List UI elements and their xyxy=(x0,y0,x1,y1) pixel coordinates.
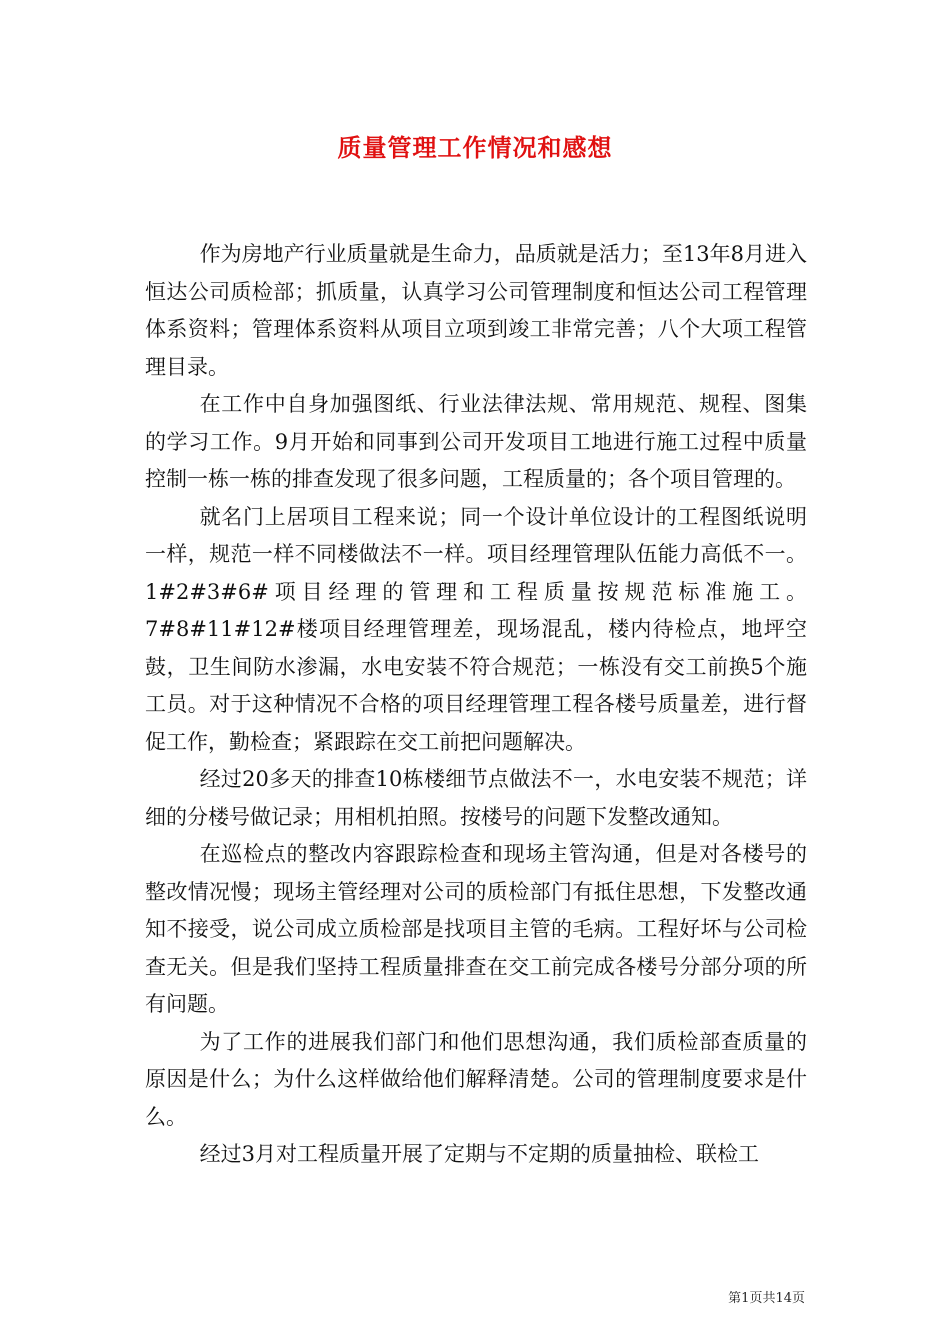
paragraph: 就名门上居项目工程来说；同一个设计单位设计的工程图纸说明一样，规范一样不同楼做法不一样。项目经理管理队伍能力高低不一。1#2#3#6#项目经理的管理和工程质量按规范标准施工。7#8#11#12#楼项目经理管理差，现场混乱，楼内待检点，地坪空鼓，卫生间防水渗漏，水电安装不符合规范；一栋没有交工前换5个施工员。对于这种情况不合格的项目经理管理工程各楼号质量差，进行督促工作，勤检查；紧跟踪在交工前把问题解决。 xyxy=(145,504,807,754)
paragraph: 作为房地产行业质量就是生命力，品质就是活力；至13年8月进入恒达公司质检部；抓质量，认真学习公司管理制度和恒达公司工程管理体系资料；管理体系资料从项目立项到竣工非常完善；八个大项工程管理目录。 xyxy=(145,242,807,379)
page-number-footer: 第1页共14页 xyxy=(728,1291,805,1306)
document-title: 质量管理工作情况和感想 xyxy=(337,133,613,162)
paragraph: 为了工作的进展我们部门和他们思想沟通，我们质检部查质量的原因是什么；为什么这样做给他们解释清楚。公司的管理制度要求是什么。 xyxy=(145,1029,807,1129)
paragraph: 经过3月对工程质量开展了定期与不定期的质量抽检、联检工 xyxy=(199,1142,759,1166)
paragraph: 在工作中自身加强图纸、行业法律法规、常用规范、规程、图集的学习工作。9月开始和同事到公司开发项目工地进行施工过程中质量控制一栋一栋的排查发现了很多问题，工程质量的；各个项目管理的。 xyxy=(145,392,807,491)
document-body xyxy=(145,236,807,1174)
paragraph: 经过20多天的排查10栋楼细节点做法不一，水电安装不规范；详细的分楼号做记录；用相机拍照。按楼号的问题下发整改通知。 xyxy=(145,767,807,829)
paragraph: 在巡检点的整改内容跟踪检查和现场主管沟通，但是对各楼号的整改情况慢；现场主管经理对公司的质检部门有抵住思想，下发整改通知不接受，说公司成立质检部是找项目主管的毛病。工程好坏与公司检查无关。但是我们坚持工程质量排查在交工前完成各楼号分部分项的所有问题。 xyxy=(145,842,807,1016)
